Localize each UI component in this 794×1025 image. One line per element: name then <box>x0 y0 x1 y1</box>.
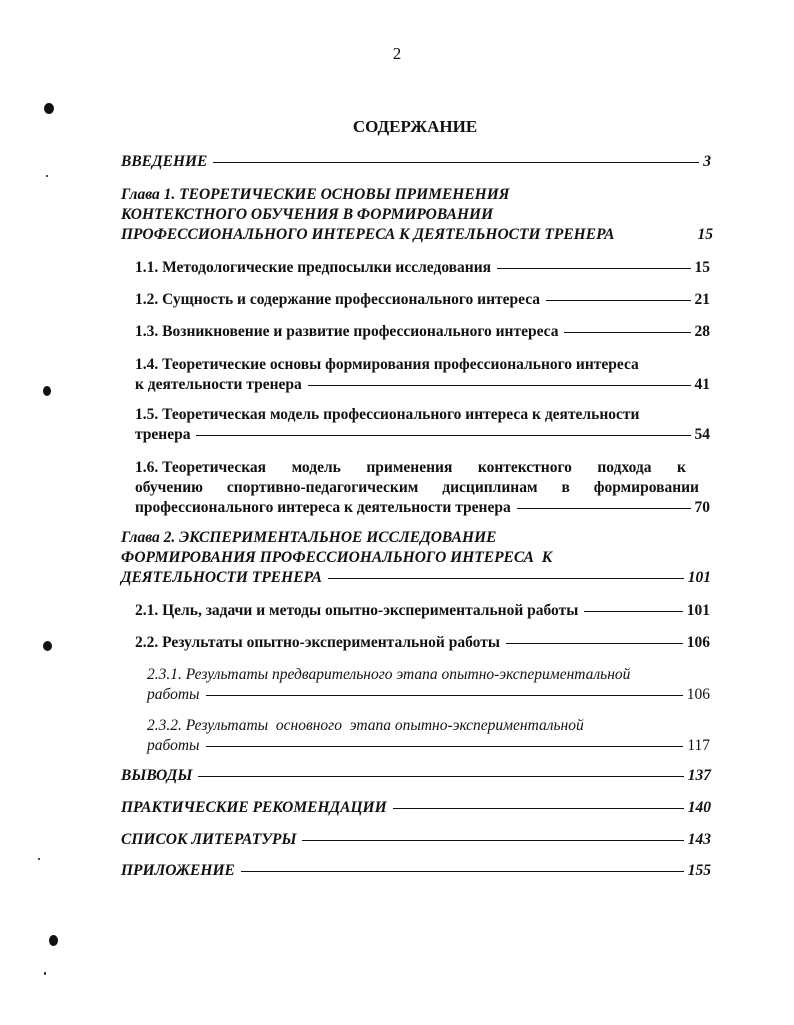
dot-leader <box>241 871 684 872</box>
toc-entry-title-line: работы <box>147 737 200 754</box>
toc-word: подхода <box>597 459 652 476</box>
binder-hole-mark <box>44 103 54 114</box>
toc-word: применения <box>366 459 453 476</box>
toc-entry-page: 15 <box>694 259 710 276</box>
toc-entry-page: 117 <box>687 737 710 754</box>
speck-mark <box>44 972 46 975</box>
toc-entry-section-2-2 <box>135 633 710 653</box>
dot-leader <box>196 435 690 436</box>
toc-entry-title-line: профессионального интереса к деятельности тренера <box>135 499 511 516</box>
toc-entry-page: 70 <box>694 499 710 516</box>
toc-entry-page: 143 <box>687 831 711 848</box>
toc-entry-title-line: 1.4. Теоретические основы формирования профессионального интереса <box>135 356 639 373</box>
toc-entry-page: 54 <box>694 426 710 443</box>
toc-entry-subsection-2-3-1 <box>147 665 710 705</box>
toc-entry-title: 1.1. Методологические предпосылки исследования <box>135 259 492 276</box>
speck-mark <box>38 858 40 860</box>
toc-entry-section-1-6 <box>135 458 710 518</box>
toc-entry-title: СПИСОК ЛИТЕРАТУРЫ <box>121 831 297 848</box>
toc-entry-title-line: 2.3.1. Результаты предварительного этапа опытно-экспериментальной <box>147 666 631 683</box>
toc-entry-section-1-3 <box>135 322 710 342</box>
dot-leader <box>206 746 684 747</box>
dot-leader <box>564 332 690 333</box>
toc-entry-subsection-2-3-2 <box>147 716 710 756</box>
toc-entry-title-line: к деятельности тренера <box>135 376 302 393</box>
toc-entry-title-line: 1.5. Теоретическая модель профессионального интереса к деятельности <box>135 406 640 423</box>
toc-entry-chapter-2 <box>121 528 711 588</box>
toc-entry-page: 155 <box>687 862 711 879</box>
toc-entry-title: 2.2. Результаты опытно-экспериментальной работы <box>135 634 500 651</box>
toc-entry-title-line: 2.3.2. Результаты основного этапа опытно-экспериментальной <box>147 717 584 734</box>
toc-word: обучению <box>135 479 203 496</box>
dot-leader <box>506 643 683 644</box>
toc-word: в <box>561 479 570 496</box>
toc-entry-title: ПРИЛОЖЕНИЕ <box>121 862 235 879</box>
toc-entry-section-1-4 <box>135 355 710 395</box>
toc-entry-conclusions <box>121 766 711 786</box>
toc-entry-page: 106 <box>686 686 710 703</box>
page-number: 2 <box>392 44 402 63</box>
toc-entry-title-line: ДЕЯТЕЛЬНОСТИ ТРЕНЕРА <box>121 569 322 586</box>
toc-entry-title: ВЫВОДЫ <box>121 767 193 784</box>
toc-entry-title-line: ФОРМИРОВАНИЯ ПРОФЕССИОНАЛЬНОГО ИНТЕРЕСА К <box>121 549 553 566</box>
toc-entry-section-1-2 <box>135 290 710 310</box>
toc-entry-page: 137 <box>687 767 711 784</box>
toc-entry-title-line: Глава 2. ЭКСПЕРИМЕНТАЛЬНОЕ ИССЛЕДОВАНИЕ <box>121 529 497 546</box>
toc-entry-page: 101 <box>686 602 710 619</box>
toc-entry-section-1-5 <box>135 405 710 445</box>
dot-leader <box>308 385 691 386</box>
toc-entry-page: 15 <box>697 226 713 243</box>
toc-entry-chapter-1 <box>121 185 713 245</box>
toc-entry-page: 140 <box>687 799 711 816</box>
toc-entry-intro <box>121 152 711 172</box>
toc-entry-references <box>121 830 711 850</box>
toc-word: модель <box>291 459 341 476</box>
toc-word: к <box>677 459 686 476</box>
toc-entry-title-line: ПРОФЕССИОНАЛЬНОГО ИНТЕРЕСА К ДЕЯТЕЛЬНОСТИ ТРЕНЕРА <box>121 226 615 243</box>
binder-hole-mark <box>49 935 58 946</box>
dot-leader <box>302 840 683 841</box>
binder-hole-mark <box>43 641 52 651</box>
toc-word: контекстного <box>477 459 572 476</box>
dot-leader <box>206 695 683 696</box>
dot-leader <box>198 776 683 777</box>
toc-word: спортивно-педагогическим <box>226 479 419 496</box>
toc-word: дисциплинам <box>442 479 538 496</box>
toc-entry-page: 101 <box>687 569 711 586</box>
toc-entry-title: 2.1. Цель, задачи и методы опытно-экспериментальной работы <box>135 602 579 619</box>
toc-word: формировании <box>593 479 699 496</box>
toc-entry-title: ПРАКТИЧЕСКИЕ РЕКОМЕНДАЦИИ <box>121 799 387 816</box>
toc-entry-appendix <box>121 861 711 881</box>
toc-entry-recommendations <box>121 798 711 818</box>
dot-leader <box>213 162 699 163</box>
dot-leader <box>517 508 691 509</box>
toc-entry-page: 106 <box>686 634 710 651</box>
toc-entry-title-line: Глава 1. ТЕОРЕТИЧЕСКИЕ ОСНОВЫ ПРИМЕНЕНИЯ <box>121 186 510 203</box>
toc-word: 1.6. Теоретическая <box>135 459 267 476</box>
toc-entry-title: ВВЕДЕНИЕ <box>121 153 208 170</box>
toc-entry-title-line: работы <box>147 686 200 703</box>
toc-entry-section-2-1 <box>135 601 710 621</box>
toc-entry-page: 21 <box>694 291 710 308</box>
dot-leader <box>328 578 684 579</box>
speck-mark <box>46 175 48 177</box>
toc-entry-title: 1.2. Сущность и содержание профессионального интереса <box>135 291 541 308</box>
toc-entry-title: 1.3. Возникновение и развитие профессионального интереса <box>135 323 559 340</box>
toc-entry-page: 41 <box>694 376 710 393</box>
binder-hole-mark <box>43 386 51 396</box>
toc-entry-page: 28 <box>694 323 710 340</box>
toc-entry-title-line: КОНТЕКСТНОГО ОБУЧЕНИЯ В ФОРМИРОВАНИИ <box>121 206 494 223</box>
toc-entry-title-line: тренера <box>135 426 191 443</box>
dot-leader <box>393 808 684 809</box>
page-title: СОДЕРЖАНИЕ <box>352 117 478 136</box>
dot-leader <box>546 300 690 301</box>
toc-entry-section-1-1 <box>135 258 710 278</box>
dot-leader <box>497 268 690 269</box>
dot-leader <box>584 611 682 612</box>
toc-entry-page: 3 <box>703 153 711 170</box>
